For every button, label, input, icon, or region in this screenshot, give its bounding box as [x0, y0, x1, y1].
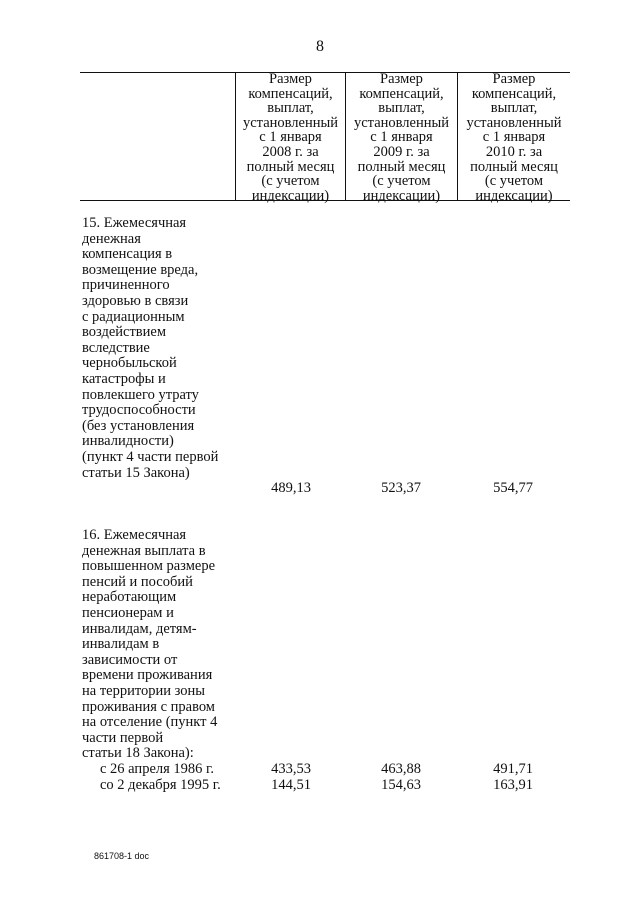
row-16-sub2-value-2008: 144,51 [271, 777, 311, 793]
row-16-sub1-label: с 26 апреля 1986 г. [100, 761, 214, 777]
row-16-sub1-value-2008: 433,53 [271, 761, 311, 777]
row-16-sub2-value-2009: 154,63 [381, 777, 421, 793]
row-15-value-2008: 489,13 [271, 480, 311, 496]
row-15-label: 15. Ежемесячная денежная компенсация в возмещение вреда, причиненного здоровью в связи с радиационным воздействием вследствие чернобыльской катастрофы и повлекшего утрату трудоспособности (без установления инвалидности) (пункт 4 части первой статьи 15 Закона) [82, 215, 219, 481]
row-16-label: 16. Ежемесячная денежная выплата в повышенном размере пенсий и пособий неработающим пенсионерам и инвалидам, детям- инвалидам в зависимости от времени проживания на территории зоны проживания с правом на отселение (пункт 4 части первой статьи 18 Закона): [82, 527, 218, 762]
column-header-2009: Размер компенсаций, выплат, установленный с 1 января 2009 г. за полный месяц (с учетом индексации) [354, 71, 449, 204]
row-16-sub2-label: со 2 декабря 1995 г. [100, 777, 221, 793]
column-header-2010: Размер компенсаций, выплат, установленный с 1 января 2010 г. за полный месяц (с учетом индексации) [466, 71, 562, 204]
row-16-sub2-value-2010: 163,91 [493, 777, 533, 793]
row-16-sub1-value-2010: 491,71 [493, 761, 533, 777]
row-15-value-2009: 523,37 [381, 480, 421, 496]
column-header-2008: Размер компенсаций, выплат, установленный с 1 января 2008 г. за полный месяц (с учетом индексации) [243, 71, 338, 204]
document-footer: 861708-1 doc [94, 851, 150, 861]
row-16-sub1-value-2009: 463,88 [381, 761, 421, 777]
row-15-value-2010: 554,77 [493, 480, 533, 496]
page-number: 8 [316, 38, 324, 55]
